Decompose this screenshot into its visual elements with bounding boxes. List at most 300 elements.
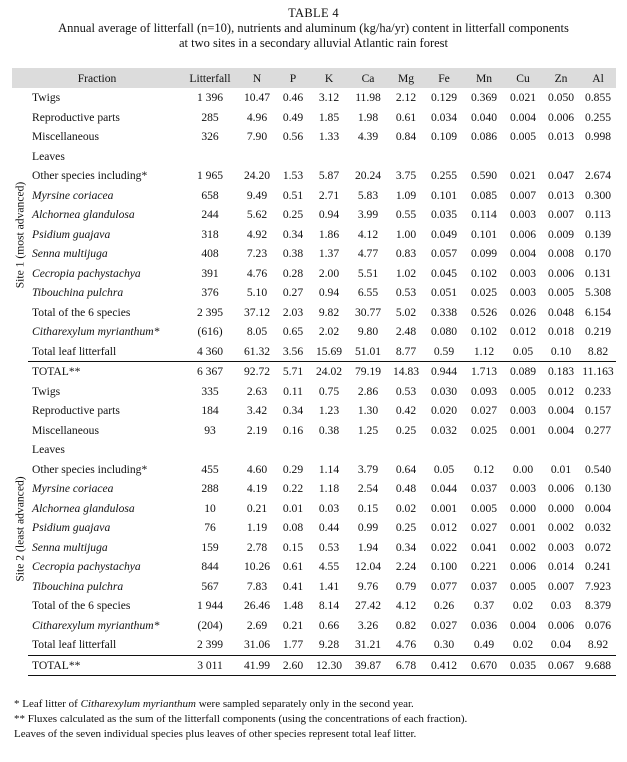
value-cell <box>464 147 504 167</box>
value-cell <box>580 440 616 460</box>
value-cell <box>388 147 424 167</box>
value-cell: 0.34 <box>282 227 304 241</box>
value-cell: 0.004 <box>509 247 537 261</box>
value-cell: 0.53 <box>395 286 417 300</box>
value-cell: 0.022 <box>430 540 458 554</box>
value-cell: 3.75 <box>395 169 417 183</box>
value-cell: 0.56 <box>282 130 304 144</box>
value-cell: 2.12 <box>395 91 417 105</box>
value-cell: 1.00 <box>395 227 417 241</box>
value-cell: 0.008 <box>547 247 575 261</box>
table-body <box>12 88 616 676</box>
header-cell: N <box>252 71 262 85</box>
value-cell: 24.02 <box>310 362 348 382</box>
value-cell: 2.24 <box>395 560 417 574</box>
value-cell: 1.09 <box>395 188 417 202</box>
value-cell: 0.005 <box>509 130 537 144</box>
value-cell: 0.032 <box>584 521 612 535</box>
value-cell: 0.102 <box>470 325 498 339</box>
value-cell: 0.53 <box>318 540 340 554</box>
value-cell: 0.15 <box>357 501 379 515</box>
value-cell: 0.093 <box>470 384 498 398</box>
fraction-label: Miscellaneous <box>32 423 99 437</box>
value-cell: 6.154 <box>584 305 612 319</box>
value-cell: 0.077 <box>430 579 458 593</box>
value-cell: 37.12 <box>243 305 271 319</box>
value-cell: 0.000 <box>547 501 575 515</box>
value-cell: 51.01 <box>354 344 382 358</box>
value-cell: 9.80 <box>357 325 379 339</box>
value-cell: 0.139 <box>584 227 612 241</box>
fraction-label: Twigs <box>32 384 61 398</box>
value-cell: 0.005 <box>547 286 575 300</box>
value-cell: 0.021 <box>509 169 537 183</box>
value-cell: 79.19 <box>348 362 388 382</box>
fraction-label: Psidium guajava <box>32 521 111 535</box>
table-row <box>12 557 616 577</box>
value-cell: 0.005 <box>509 579 537 593</box>
value-cell: 0.021 <box>509 91 537 105</box>
value-cell <box>542 147 580 167</box>
value-cell: 0.025 <box>470 423 498 437</box>
value-cell: 335 <box>201 384 219 398</box>
value-cell: 1.37 <box>318 247 340 261</box>
value-cell: 0.79 <box>395 579 417 593</box>
table-row <box>12 538 616 558</box>
footnote-species: Citharexylum myrianthum <box>80 698 196 710</box>
table-row <box>12 421 616 441</box>
value-cell: 0.44 <box>318 521 340 535</box>
table-row <box>12 322 616 342</box>
fraction-label: Other species including* <box>32 462 148 476</box>
value-cell: 1.94 <box>357 540 379 554</box>
value-cell: 2.02 <box>318 325 340 339</box>
value-cell: 391 <box>201 266 219 280</box>
value-cell: 0.42 <box>395 404 417 418</box>
value-cell: 0.34 <box>395 540 417 554</box>
value-cell: 0.114 <box>471 208 497 222</box>
value-cell: 0.012 <box>547 384 575 398</box>
value-cell: 0.04 <box>550 638 572 652</box>
value-cell: 0.221 <box>470 560 498 574</box>
value-cell: 0.013 <box>547 130 575 144</box>
value-cell: 0.26 <box>433 599 455 613</box>
value-cell: 7.923 <box>584 579 612 593</box>
value-cell: 0.01 <box>550 462 572 476</box>
value-cell: 0.53 <box>395 384 417 398</box>
value-cell: 0.61 <box>282 560 304 574</box>
fraction-label: Total leaf litterfall <box>32 638 117 652</box>
fraction-label: Myrsine coriacea <box>32 482 114 496</box>
value-cell: 0.085 <box>470 188 498 202</box>
value-cell: 10.47 <box>243 91 271 105</box>
value-cell: 6 367 <box>182 362 238 382</box>
value-cell: 9.82 <box>318 305 340 319</box>
table-row <box>12 147 616 167</box>
value-cell: 0.131 <box>584 266 612 280</box>
value-cell: 0.100 <box>430 560 458 574</box>
value-cell: 14.83 <box>388 362 424 382</box>
fraction-label: Tibouchina pulchra <box>32 579 124 593</box>
value-cell: 1 396 <box>196 91 224 105</box>
value-cell: 4.77 <box>357 247 379 261</box>
site-label-text: Site 1 (most advanced) <box>13 181 27 289</box>
value-cell: 4.19 <box>246 482 268 496</box>
value-cell: 5.02 <box>395 305 417 319</box>
value-cell: 8.379 <box>584 599 612 613</box>
fraction-label: TOTAL** <box>28 655 182 676</box>
value-cell: 0.003 <box>509 404 537 418</box>
table-row <box>12 362 616 382</box>
value-cell: 0.045 <box>430 266 458 280</box>
value-cell: 3.79 <box>357 462 379 476</box>
value-cell: 0.057 <box>430 247 458 261</box>
table-row <box>12 655 616 676</box>
value-cell: 0.003 <box>509 286 537 300</box>
value-cell: 1.85 <box>318 110 340 124</box>
value-cell: 0.040 <box>470 110 498 124</box>
value-cell: 184 <box>201 404 219 418</box>
value-cell: 0.99 <box>357 521 379 535</box>
value-cell: 0.277 <box>584 423 612 437</box>
value-cell: 0.219 <box>584 325 612 339</box>
value-cell: 0.006 <box>547 482 575 496</box>
value-cell: 3.56 <box>282 344 304 358</box>
table-row <box>12 616 616 636</box>
value-cell: 0.11 <box>283 384 303 398</box>
value-cell: 0.036 <box>470 618 498 632</box>
value-cell: 2 395 <box>196 305 224 319</box>
value-cell: 0.004 <box>509 110 537 124</box>
value-cell <box>310 440 348 460</box>
header-cell: Litterfall <box>189 71 231 85</box>
value-cell: 0.27 <box>282 286 304 300</box>
value-cell: 0.65 <box>282 325 304 339</box>
value-cell: 0.02 <box>512 599 534 613</box>
value-cell: 61.32 <box>243 344 271 358</box>
value-cell: 0.25 <box>282 208 304 222</box>
table-row <box>12 596 616 616</box>
value-cell: 4.60 <box>246 462 268 476</box>
value-cell: 6.55 <box>357 286 379 300</box>
value-cell: 20.24 <box>354 169 382 183</box>
value-cell: 1.86 <box>318 227 340 241</box>
value-cell: 455 <box>201 462 219 476</box>
table-subtitle-line-1: Annual average of litterfall (n=10), nutrients and aluminum (kg/ha/yr) content in litterfall components <box>58 21 569 35</box>
value-cell: 0.027 <box>430 618 458 632</box>
value-cell: 6.78 <box>388 655 424 676</box>
fraction-label: Total of the 6 species <box>32 599 131 613</box>
value-cell: 0.84 <box>395 130 417 144</box>
value-cell: 0.034 <box>430 110 458 124</box>
value-cell: 0.101 <box>470 227 498 241</box>
value-cell: 0.01 <box>282 501 304 515</box>
fraction-label: Cecropia pachystachya <box>32 266 141 280</box>
value-cell <box>464 440 504 460</box>
table-row <box>12 283 616 303</box>
value-cell: 0.83 <box>395 247 417 261</box>
value-cell: 0.41 <box>282 579 304 593</box>
table-row <box>12 264 616 284</box>
value-cell: 244 <box>201 208 219 222</box>
value-cell: 376 <box>201 286 219 300</box>
value-cell: 15.69 <box>315 344 343 358</box>
value-cell: 0.255 <box>584 110 612 124</box>
value-cell: 0.014 <box>547 560 575 574</box>
value-cell: 0.15 <box>282 540 304 554</box>
value-cell: 0.012 <box>509 325 537 339</box>
value-cell: 0.02 <box>512 638 534 652</box>
value-cell: 0.003 <box>547 540 575 554</box>
value-cell: 0.000 <box>509 501 537 515</box>
footnote-2: ** Fluxes calculated as the sum of the litterfall components (using the concentrations of each fraction). <box>14 713 468 725</box>
value-cell: 2.69 <box>246 618 268 632</box>
value-cell: 0.006 <box>547 110 575 124</box>
value-cell <box>504 147 542 167</box>
value-cell: 326 <box>201 130 219 144</box>
value-cell: 0.027 <box>470 521 498 535</box>
value-cell: 24.20 <box>243 169 271 183</box>
value-cell: 1.77 <box>282 638 304 652</box>
value-cell: 31.21 <box>354 638 382 652</box>
value-cell: 0.049 <box>430 227 458 241</box>
fraction-label: Cecropia pachystachya <box>32 560 141 574</box>
value-cell: 8.05 <box>246 325 268 339</box>
value-cell: 5.71 <box>276 362 310 382</box>
value-cell: 0.855 <box>584 91 612 105</box>
value-cell: 288 <box>201 482 219 496</box>
fraction-label: Miscellaneous <box>32 130 99 144</box>
value-cell <box>388 440 424 460</box>
value-cell: 2 399 <box>196 638 224 652</box>
value-cell: 2.86 <box>357 384 379 398</box>
value-cell: 0.004 <box>547 423 575 437</box>
site-label <box>12 382 28 676</box>
value-cell: 0.002 <box>509 540 537 554</box>
value-cell: 0.998 <box>584 130 612 144</box>
value-cell: 1.25 <box>357 423 379 437</box>
value-cell: 0.233 <box>584 384 612 398</box>
value-cell: 0.157 <box>584 404 612 418</box>
value-cell: 76 <box>204 521 216 535</box>
value-cell: 10.26 <box>243 560 271 574</box>
fraction-label: Citharexylum myrianthum* <box>32 618 160 632</box>
value-cell: 0.004 <box>584 501 612 515</box>
value-cell: 0.003 <box>509 266 537 280</box>
value-cell: 0.026 <box>509 305 537 319</box>
value-cell: 0.670 <box>464 655 504 676</box>
value-cell <box>348 147 388 167</box>
value-cell: 0.007 <box>509 188 537 202</box>
value-cell: 1.41 <box>318 579 340 593</box>
value-cell: 5.62 <box>246 208 268 222</box>
value-cell: 0.00 <box>512 462 534 476</box>
value-cell: 0.067 <box>542 655 580 676</box>
value-cell: 159 <box>201 540 219 554</box>
value-cell: 0.006 <box>547 618 575 632</box>
value-cell: 0.002 <box>547 521 575 535</box>
value-cell: 0.48 <box>395 482 417 496</box>
value-cell: 0.007 <box>547 208 575 222</box>
value-cell: 0.05 <box>512 344 534 358</box>
value-cell: 4.76 <box>246 266 268 280</box>
value-cell: 0.089 <box>504 362 542 382</box>
value-cell: 844 <box>201 560 219 574</box>
value-cell: 11.98 <box>355 91 381 105</box>
header-cell: K <box>324 71 334 85</box>
value-cell: 4.92 <box>246 227 268 241</box>
value-cell: 0.013 <box>547 188 575 202</box>
value-cell: 0.004 <box>509 618 537 632</box>
value-cell: 8.82 <box>587 344 609 358</box>
value-cell: 0.183 <box>542 362 580 382</box>
table-row <box>12 244 616 264</box>
fraction-label: Psidium guajava <box>32 227 111 241</box>
value-cell: 0.101 <box>430 188 458 202</box>
value-cell: 0.49 <box>473 638 495 652</box>
value-cell <box>542 440 580 460</box>
site-label-text: Site 2 (least advanced) <box>13 475 27 582</box>
value-cell: 0.51 <box>282 188 304 202</box>
value-cell: 0.540 <box>584 462 612 476</box>
value-cell: 0.041 <box>470 540 498 554</box>
value-cell: 0.102 <box>470 266 498 280</box>
value-cell: 9.688 <box>580 655 616 676</box>
value-cell: 3.42 <box>246 404 268 418</box>
value-cell: 0.94 <box>318 208 340 222</box>
value-cell: 408 <box>201 247 219 261</box>
value-cell: 30.77 <box>354 305 382 319</box>
value-cell: 0.050 <box>547 91 575 105</box>
fraction-label: Tibouchina pulchra <box>32 286 124 300</box>
value-cell: 0.38 <box>282 247 304 261</box>
value-cell: 0.025 <box>470 286 498 300</box>
value-cell: 8.92 <box>587 638 609 652</box>
value-cell <box>276 440 310 460</box>
value-cell <box>580 147 616 167</box>
value-cell: 0.03 <box>550 599 572 613</box>
value-cell: 0.12 <box>473 462 495 476</box>
value-cell: 0.10 <box>550 344 572 358</box>
header-cell: P <box>289 71 297 85</box>
value-cell: 4.39 <box>357 130 379 144</box>
value-cell: 0.30 <box>433 638 455 652</box>
value-cell: 0.412 <box>424 655 464 676</box>
value-cell: 0.004 <box>547 404 575 418</box>
value-cell: 0.113 <box>585 208 611 222</box>
value-cell: 12.04 <box>354 560 382 574</box>
fraction-label: Reproductive parts <box>32 404 120 418</box>
value-cell: 0.001 <box>430 501 458 515</box>
value-cell: 1.98 <box>357 110 379 124</box>
value-cell: 92.72 <box>238 362 276 382</box>
table-row <box>12 342 616 362</box>
fraction-label: Leaves <box>32 443 65 457</box>
table-subtitle-line-2: at two sites in a secondary alluvial Atlantic rain forest <box>178 36 449 50</box>
value-cell: 26.46 <box>243 599 271 613</box>
value-cell: 4.12 <box>395 599 417 613</box>
value-cell: (616) <box>197 325 223 339</box>
header-cell: Mn <box>475 71 493 85</box>
value-cell: 0.66 <box>318 618 340 632</box>
value-cell: 3 011 <box>182 655 238 676</box>
value-cell: 285 <box>201 110 219 124</box>
value-cell: 0.75 <box>318 384 340 398</box>
fraction-label: Myrsine coriacea <box>32 188 114 202</box>
value-cell: 0.21 <box>246 501 268 515</box>
value-cell: 31.06 <box>243 638 271 652</box>
table-row <box>12 440 616 460</box>
value-cell: 0.61 <box>395 110 417 124</box>
value-cell: 41.99 <box>238 655 276 676</box>
value-cell: 0.086 <box>470 130 498 144</box>
value-cell: 9.28 <box>318 638 340 652</box>
value-cell: 567 <box>201 579 219 593</box>
table-row <box>12 166 616 186</box>
value-cell: 1.02 <box>395 266 417 280</box>
value-cell <box>504 440 542 460</box>
value-cell: 27.42 <box>354 599 382 613</box>
value-cell: 5.87 <box>318 169 340 183</box>
value-cell: 0.018 <box>547 325 575 339</box>
value-cell: 4.76 <box>395 638 417 652</box>
value-cell: 10 <box>204 501 216 515</box>
value-cell: 0.338 <box>430 305 458 319</box>
value-cell: 0.032 <box>430 423 458 437</box>
table-row <box>12 460 616 480</box>
value-cell: 0.035 <box>430 208 458 222</box>
value-cell: 0.035 <box>504 655 542 676</box>
value-cell: 0.003 <box>509 208 537 222</box>
value-cell: 2.48 <box>395 325 417 339</box>
value-cell: 2.63 <box>246 384 268 398</box>
footnote-1: * Leaf litter of Citharexylum myrianthum were sampled separately only in the second year. <box>14 698 414 710</box>
value-cell: 1.713 <box>464 362 504 382</box>
fraction-label: Total of the 6 species <box>32 305 131 319</box>
fraction-label: Citharexylum myrianthum* <box>32 325 160 339</box>
value-cell: 0.16 <box>282 423 304 437</box>
value-cell: 0.34 <box>282 404 304 418</box>
value-cell: 0.255 <box>430 169 458 183</box>
value-cell: 1.48 <box>282 599 304 613</box>
table-row <box>12 127 616 147</box>
value-cell: 0.129 <box>430 91 458 105</box>
value-cell: 0.005 <box>509 384 537 398</box>
fraction-label: Total leaf litterfall <box>32 344 117 358</box>
table-row <box>12 401 616 421</box>
table-row <box>12 108 616 128</box>
value-cell: 0.006 <box>509 227 537 241</box>
value-cell: 0.22 <box>282 482 304 496</box>
value-cell: 0.55 <box>395 208 417 222</box>
value-cell: 0.82 <box>395 618 417 632</box>
value-cell: 0.526 <box>470 305 498 319</box>
fraction-label: Leaves <box>32 149 65 163</box>
table-row <box>12 205 616 225</box>
value-cell: 0.051 <box>430 286 458 300</box>
value-cell: 11.163 <box>580 362 616 382</box>
value-cell: 0.006 <box>547 266 575 280</box>
fraction-label: Alchornea glandulosa <box>32 208 135 222</box>
value-cell: 2.03 <box>282 305 304 319</box>
value-cell <box>276 147 310 167</box>
value-cell: 0.08 <box>282 521 304 535</box>
value-cell <box>424 440 464 460</box>
value-cell: 0.001 <box>509 423 537 437</box>
value-cell: 0.099 <box>470 247 498 261</box>
value-cell: 0.072 <box>584 540 612 554</box>
value-cell: 0.64 <box>395 462 417 476</box>
